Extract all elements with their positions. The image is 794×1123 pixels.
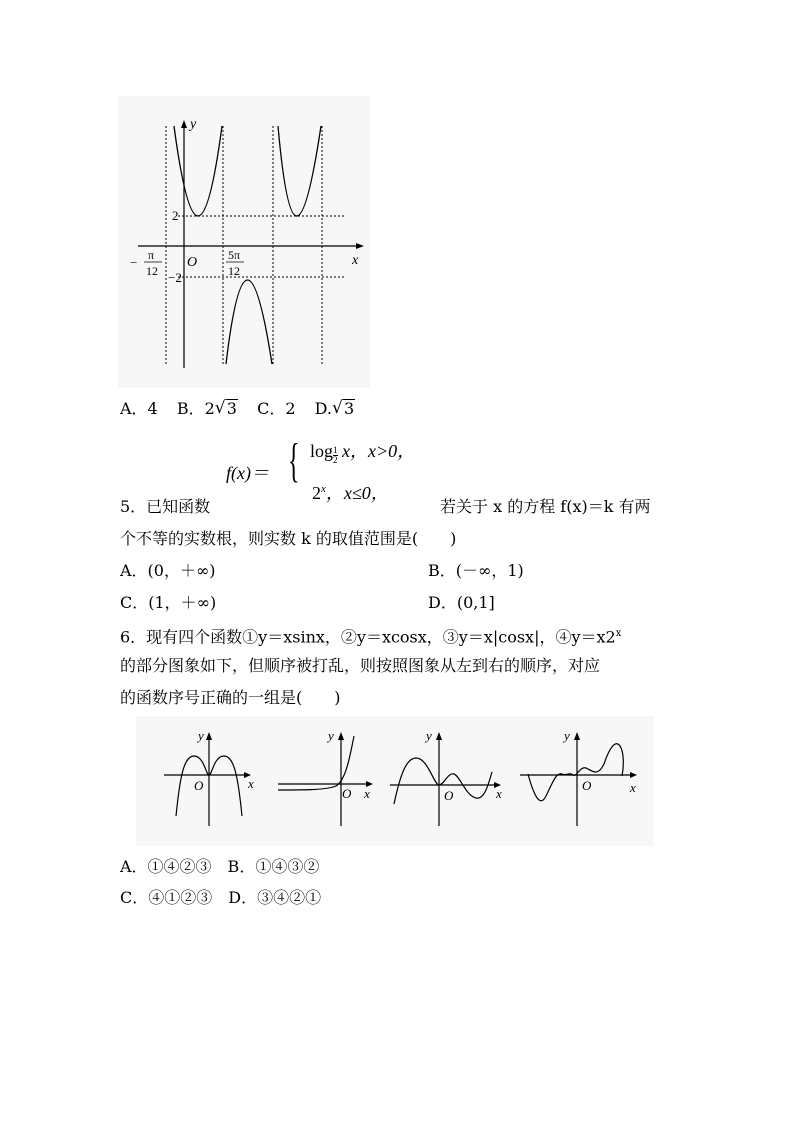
q6-stem-line1: 6．现有四个函数①y＝xsinx，②y＝xcosx，③y＝x|cosx|，$④y=x2^x$: [120, 627, 622, 647]
graph-3-x-label: x: [496, 786, 502, 801]
graph-4-y-label: y: [564, 728, 570, 743]
graph-4-x-label: x: [630, 780, 636, 795]
formula-lhs: f(x)＝: [226, 463, 269, 483]
right-tick-den: 12: [228, 264, 240, 278]
q4-option-c: C．2: [257, 399, 296, 418]
q4-option-d: D. √ 3: [314, 398, 355, 418]
q6-options-cd: C．④①②③ D．③④②①: [120, 888, 322, 907]
y-axis-label: y: [190, 117, 197, 132]
left-tick-sign: −: [130, 255, 138, 270]
figure-secant-graph: [118, 96, 370, 388]
q5-option-a: A．(0，＋∞): [120, 561, 216, 580]
left-tick-den: 12: [146, 264, 158, 278]
q4-option-b: B．2 √ 3: [176, 398, 237, 418]
q4-options: [120, 399, 355, 419]
graph-3-y-label: y: [426, 728, 432, 743]
graph-1-x-label: x: [248, 776, 254, 791]
tick-label-neg2: −2: [168, 270, 182, 285]
q4-option-a: A．4: [120, 399, 158, 418]
formula-case-1: log $\frac{1}{2}$ x，x>0，: [310, 441, 416, 465]
graph-2-y-label: y: [328, 728, 334, 743]
origin-label: O: [187, 255, 198, 270]
graph-2-origin: O: [342, 786, 352, 801]
q5-stem-tail: 若关于 x 的方程 f(x)＝k 有两: [440, 497, 651, 516]
q5-option-c: C．(1，＋∞): [120, 593, 217, 612]
graph-1-origin: O: [194, 778, 204, 793]
q5-option-d: D．(0,1]: [428, 593, 495, 612]
q6-stem-line3: 的函数序号正确的一组是( ): [120, 688, 341, 707]
four-graphs-svg: [136, 716, 654, 846]
graph-2-x-label: x: [364, 786, 370, 801]
q5-number: 5．已知函数: [120, 497, 211, 516]
q5-formula: [226, 433, 456, 513]
graph-4-origin: O: [582, 778, 592, 793]
tick-label-2: 2: [172, 208, 179, 223]
q5-option-b: B．(－∞，1): [428, 561, 524, 580]
secant-graph-svg: [118, 96, 370, 388]
q6-options-ab: A．①④②③ B．①④③②: [120, 857, 320, 876]
figure-four-graphs: [136, 716, 654, 846]
q6-stem-line2: 的部分图象如下，但顺序被打乱，则按照图象从左到右的顺序，对应: [120, 656, 601, 675]
formula-brace: {: [288, 434, 300, 487]
right-tick-num: 5π: [228, 248, 241, 262]
x-axis-label: x: [352, 253, 359, 268]
q5-stem-line1: [120, 497, 210, 517]
graph-3-origin: O: [444, 788, 454, 803]
left-tick-num: π: [148, 248, 155, 262]
q5-stem-line2: 个不等的实数根，则实数 k 的取值范围是( ): [120, 529, 457, 548]
graph-1-y-label: y: [198, 728, 204, 743]
formula-case-2: 2$^x$，x≤0，: [312, 483, 389, 503]
